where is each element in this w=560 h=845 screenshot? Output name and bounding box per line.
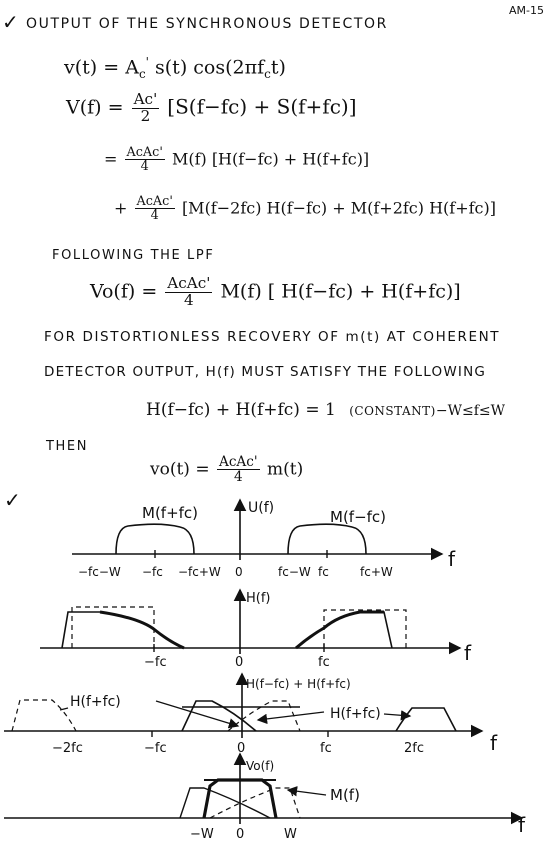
plot1-left-spectrum [116,524,194,554]
plot1-right-spectrum [288,524,366,554]
plot3-tick: −fc [144,741,167,756]
plot1-tick: −fc [142,565,163,579]
equation-expansion-1: = $\frac{\text{AcAc'}}{4}$ M(f) [H(f−fc) + H(f+fc)] [104,145,370,175]
plot-3 [4,674,498,756]
page-heading: OUTPUT OF THE SYNCHRONOUS DETECTOR [26,16,388,32]
plot3-ylabel: H(f−fc) + H(f+fc) [246,677,351,691]
plot-4 [4,754,526,842]
plot-1 [72,500,456,579]
plot4-tick: W [284,827,297,842]
plot3-xlabel: f [490,731,498,755]
plot1-tick: fc [318,565,329,579]
plot4-ylabel: Vo(f) [246,759,275,773]
then-text: THEN [46,439,89,454]
plot1-tick: 0 [235,565,243,579]
plot2-xlabel: f [464,641,472,665]
equation-freq-domain: V(f) = $\frac{Ac'}{2}$ [S(f−fc) + S(f+fc)] [66,90,357,125]
plot1-left-label: M(f+fc) [142,504,199,522]
check-mark-icon: ✓ [2,10,19,34]
plot1-tick: fc−W [278,565,311,579]
equation-time-domain: $v(t) = A_c'$ s(t) $\cos(2\pi f_ct)$ [64,55,286,82]
plot1-tick: −fc−W [78,565,121,579]
equation-expansion-2: + $\frac{\text{AcAc'}}{4}$ [M(f−2fc) H(f−fc) + M(f+2fc) H(f+fc)] [114,194,496,224]
check-mark-icon: ✓ [4,488,21,512]
plot3-tick: fc [320,741,332,756]
plot3-tick: −2fc [52,741,83,756]
paragraph-line-2: DETECTOR OUTPUT, H(f) MUST SATISFY THE FOLLOWING [44,364,487,380]
equation-final: vo(t) = $\frac{\text{AcAc'}}{4}$ m(t) [150,454,304,486]
plot4-xlabel: f [518,813,526,837]
plot2-tick: −fc [144,655,167,670]
plot1-xlabel: f [448,547,456,571]
page-id: AM-15 [509,4,544,17]
plot-2 [40,590,472,670]
plot1-ylabel: U(f) [248,500,275,516]
paragraph-line-1: FOR DISTORTIONLESS RECOVERY OF m(t) AT COHERENT [44,329,501,345]
plot1-tick: −fc+W [178,565,221,579]
plot1-tick: fc+W [360,565,393,579]
lpf-text: FOLLOWING THE LPF [52,248,215,263]
plot2-tick: 0 [235,655,244,670]
plot3-tick: 2fc [404,741,424,756]
plot4-tick: −W [190,827,214,842]
plot3-label-b: H(f+fc) [330,706,381,722]
plot1-right-label: M(f−fc) [330,508,387,526]
plot3-tick: 0 [237,741,246,756]
equation-condition: H(f−fc) + H(f+fc) = 1 (CONSTANT)−W≤f≤W [146,400,505,420]
plot2-ylabel: H(f) [246,591,271,606]
plot4-label: M(f) [330,786,360,804]
plot2-tick: fc [318,655,330,670]
equation-lpf-output: Vo(f) = $\frac{\text{AcAc'}}{4}$ M(f) [ H(f−fc) + H(f+fc)] [90,274,461,309]
plot4-tick: 0 [236,827,245,842]
plot3-label-a: H(f+fc) [70,694,121,710]
